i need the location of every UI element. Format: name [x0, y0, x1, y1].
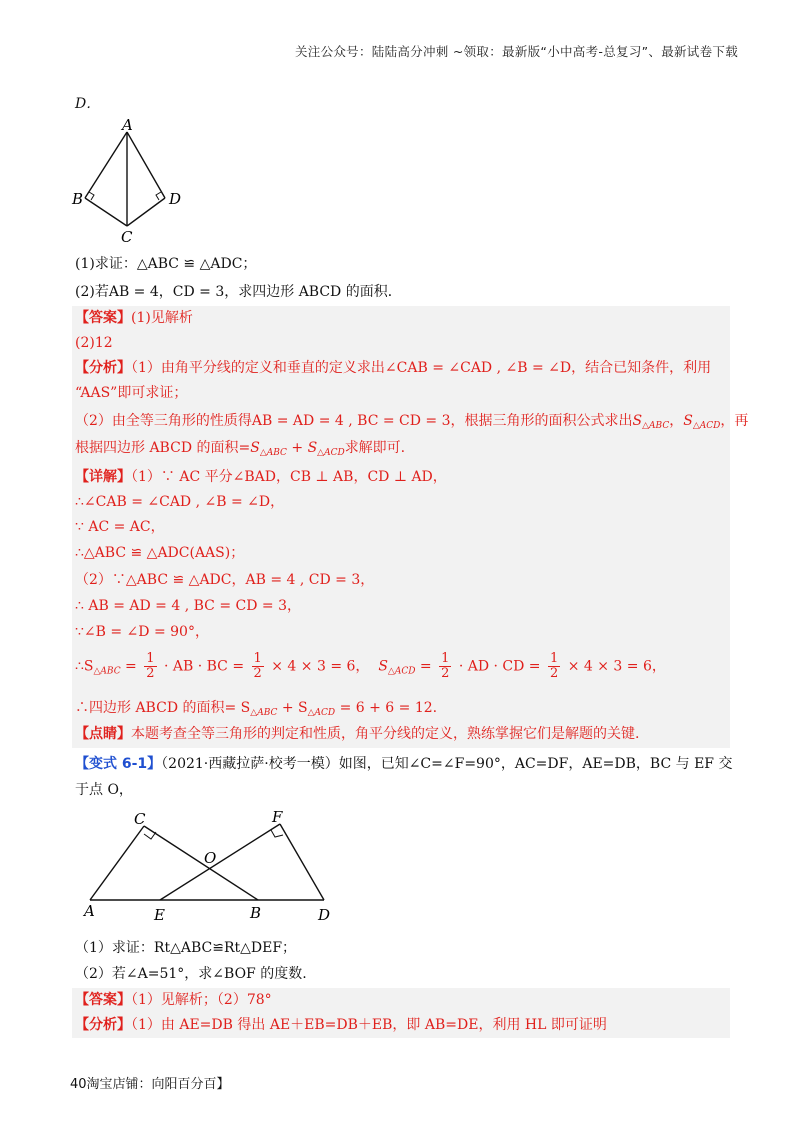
detail-line-4: ∴△ABC ≌ △ADC(AAS)； [75, 545, 245, 561]
variant-answer: 【答案】（1）见解析；（2）78° [75, 992, 272, 1008]
detail-line-7: ∵∠B = ∠D = 90°， [75, 624, 209, 640]
detail-line-8: $\therefore S_{\triangle ABC}$ = $\frac{1}{2}$ · AB · BC = $\frac{1}{2}$ × 4 × 3 = 6， $S_{\triangle ACD}$ = $\frac{1}{2}$ · AD · CD = $\frac{1}{2}$ × 4 × 3 = 6， [75, 651, 666, 681]
analysis-line-3: （2）由全等三角形的性质得AB = AD = 4 , BC = CD = 3，根据三角形的面积公式求出$S_{\triangle ABC}$，$S_{\triangle ACD}$，再 [75, 413, 749, 431]
fig2-label-b: B [250, 904, 262, 922]
fig1-label-c: C [121, 228, 133, 246]
fig2-label-c: C [134, 810, 146, 828]
fig2-label-f: F [272, 808, 283, 826]
comment-line: 【点睛】本题考查全等三角形的判定和性质，角平分线的定义，熟练掌握它们是解题的关键. [75, 726, 640, 742]
analysis-line-1: 【分析】（1）由角平分线的定义和垂直的定义求出∠CAB = ∠CAD , ∠B = ∠D，结合已知条件，利用 [75, 360, 712, 376]
analysis-line-4: 根据四边形 ABCD 的面积$=S_{\triangle ABC} + S_{\triangle ACD}$求解即可. [75, 440, 406, 458]
fig2-label-o: O [204, 849, 217, 867]
detail-line-6: ∴ AB = AD = 4 , BC = CD = 3， [75, 598, 301, 614]
variant-question-line-1: 【变式 6-1】（2021·西藏拉萨·校考一模）如图，已知∠C=∠F=90°，AC=DF，AE=DB，BC 与 EF 交 [75, 756, 733, 772]
variant-analysis: 【分析】（1）由 AE=DB 得出 AE＋EB=DB＋EB，即 AB=DE，利用 HL 即可证明 [75, 1017, 607, 1033]
variant-question-line-2: 于点 O， [75, 782, 133, 798]
fig1-label-b: B [72, 190, 84, 208]
answer-1: 【答案】(1)见解析 [75, 310, 193, 326]
detail-line-2: ∴∠CAB = ∠CAD , ∠B = ∠D， [75, 494, 285, 510]
fig1-label-d: D [169, 190, 182, 208]
fig2-label-a: A [84, 902, 95, 920]
kite-figure [70, 118, 190, 246]
analysis-line-2: “AAS”即可求证； [75, 385, 188, 401]
answer-2: (2)12 [75, 335, 113, 351]
variant-part1: （1）求证：Rt△ABC≌Rt△DEF； [75, 940, 297, 956]
detail-line-1: 【详解】（1）∵ AC 平分∠BAD，CB ⊥ AB，CD ⊥ AD， [75, 469, 447, 485]
variant-part2: （2）若∠A=51°，求∠BOF 的度数. [75, 966, 307, 982]
q1-part2: (2)若AB = 4，CD = 3，求四边形 ABCD 的面积． [75, 284, 402, 300]
option-d: D． [75, 96, 101, 112]
fig2-label-e: E [154, 906, 165, 924]
triangles-figure [78, 808, 348, 926]
detail-line-3: ∵ AC = AC， [75, 519, 165, 535]
detail-line-5: （2）∵△ABC ≌ △ADC，AB = 4 , CD = 3， [75, 572, 375, 588]
page-footer: 40淘宝店铺：向阳百分百】 [70, 1077, 230, 1092]
q1-part1: (1)求证：△ABC ≌ △ADC； [75, 256, 257, 272]
fig2-label-d: D [318, 906, 331, 924]
fig1-label-a: A [122, 118, 133, 134]
page-header: 关注公众号：陆陆高分冲刺 ~领取：最新版“小中高考-总复习”、最新试卷下载 [294, 44, 738, 59]
detail-line-9: ∴四边形 ABCD 的面积= $S_{\triangle ABC} + S_{\triangle ACD} = 6 + 6 = 12$. [75, 700, 438, 718]
